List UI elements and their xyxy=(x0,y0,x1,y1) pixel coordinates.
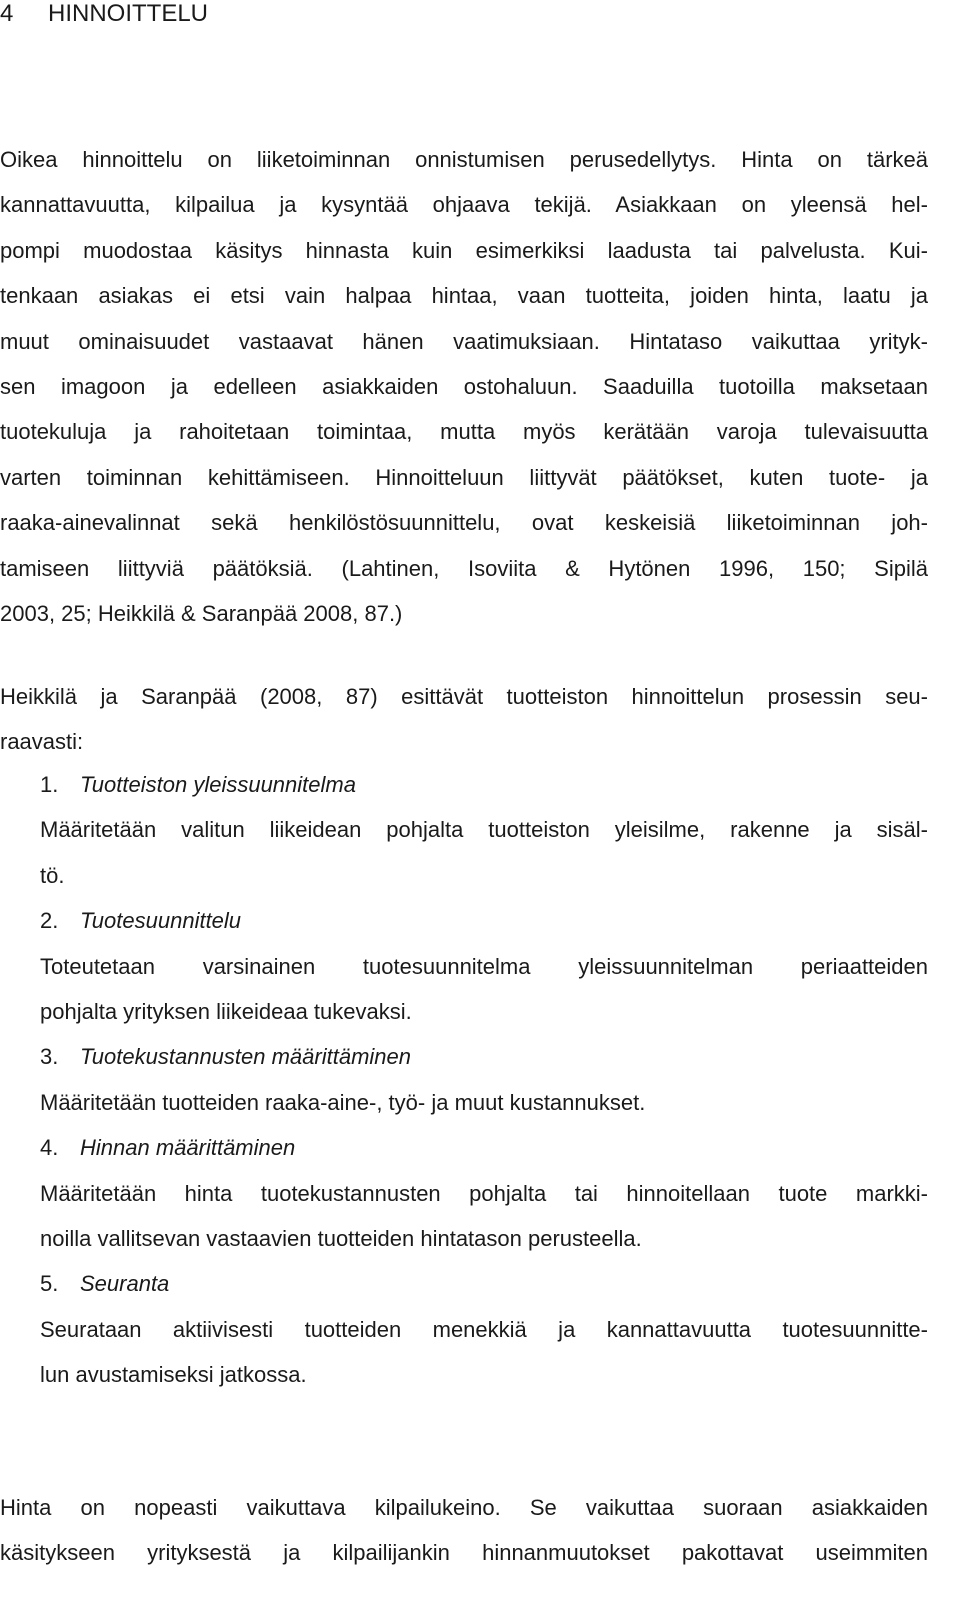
paragraph-line: käsitykseen yrityksestä ja kilpailijankin hinnanmuutokset pakottavat useimmiten xyxy=(0,1540,928,1566)
list-item-title xyxy=(40,898,928,943)
intro-paragraph xyxy=(0,137,928,636)
list-item xyxy=(40,1034,928,1125)
paragraph-line: Heikkilä ja Saranpää (2008, 87) esittävät tuotteiston hinnoittelun prosessin seu- xyxy=(0,684,928,709)
description-line: Määritetään tuotteiden raaka-aine-, työ- ja muut kustannukset. xyxy=(40,1089,646,1115)
paragraph-line: pompi muodostaa käsitys hinnasta kuin esimerkiksi laadusta tai palvelusta. Kui- xyxy=(0,237,928,263)
description-line: pohjalta yrityksen liikeideaa tukevaksi. xyxy=(40,998,412,1024)
section-heading xyxy=(0,0,208,36)
list-item-description xyxy=(40,944,928,1035)
pricing-process-list xyxy=(40,762,928,1397)
paragraph-line: tuotekuluja ja rahoitetaan toimintaa, mutta myös kerätään varoja tulevaisuutta xyxy=(0,419,928,445)
list-item-title-text: Seuranta xyxy=(80,1271,170,1297)
list-item-title xyxy=(40,1034,928,1079)
list-item-title-text: Tuotteiston yleissuunnitelma xyxy=(80,772,356,797)
list-item-title-text: Tuotekustannusten määrittäminen xyxy=(80,1044,411,1070)
paragraph-line: Hinta on nopeasti vaikuttava kilpailukeino. Se vaikuttaa suoraan asiakkaiden xyxy=(0,1495,928,1520)
list-item xyxy=(40,898,928,1034)
paragraph-line: varten toiminnan kehittämiseen. Hinnoitteluun liittyvät päätökset, kuten tuote- ja xyxy=(0,464,928,490)
list-item-number: 1. xyxy=(40,772,59,797)
list-item-description xyxy=(40,807,928,898)
description-line: Toteutetaan varsinainen tuotesuunnitelma yleissuunnitelman periaatteiden xyxy=(40,953,928,979)
description-line: Määritetään hinta tuotekustannusten pohjalta tai hinnoitellaan tuote markki- xyxy=(40,1180,928,1206)
paragraph-line: Oikea hinnoittelu on liiketoiminnan onnistumisen perusedellytys. Hinta on tärkeä xyxy=(0,147,928,172)
list-item-description xyxy=(40,1171,928,1262)
list-item-description xyxy=(40,1307,928,1398)
paragraph-line: kannattavuutta, kilpailua ja kysyntää ohjaava tekijä. Asiakkaan on yleensä hel- xyxy=(0,192,928,218)
description-line: lun avustamiseksi jatkossa. xyxy=(40,1362,307,1388)
list-item-number: 3. xyxy=(40,1044,59,1070)
list-item-description xyxy=(40,1080,928,1125)
description-line: Seurataan aktiivisesti tuotteiden menekkiä ja kannattavuutta tuotesuunnitte- xyxy=(40,1316,928,1342)
list-item-number: 4. xyxy=(40,1135,59,1161)
list-item-title xyxy=(40,1125,928,1170)
list-item xyxy=(40,1261,928,1397)
process-intro-paragraph xyxy=(0,674,928,765)
list-item-number: 5. xyxy=(40,1271,59,1297)
paragraph-line: raaka-ainevalinnat sekä henkilöstösuunnittelu, ovat keskeisiä liiketoiminnan joh- xyxy=(0,510,928,536)
list-item xyxy=(40,762,928,898)
list-item-title xyxy=(40,762,928,807)
list-item-number: 2. xyxy=(40,908,59,934)
paragraph-line: tamiseen liittyviä päätöksiä. (Lahtinen, Isoviita & Hytönen 1996, 150; Sipilä xyxy=(0,555,928,581)
paragraph-line: sen imagoon ja edelleen asiakkaiden ostohaluun. Saaduilla tuotoilla maksetaan xyxy=(0,373,928,399)
description-line: noilla vallitsevan vastaavien tuotteiden hintatason perusteella. xyxy=(40,1225,642,1251)
section-title: HINNOITTELU xyxy=(48,0,209,27)
paragraph-line: muut ominaisuudet vastaavat hänen vaatimuksiaan. Hintataso vaikuttaa yrityk- xyxy=(0,328,928,354)
paragraph-line: 2003, 25; Heikkilä & Saranpää 2008, 87.) xyxy=(0,600,403,626)
paragraph-line: raavasti: xyxy=(0,729,84,755)
section-number: 4 xyxy=(0,0,14,27)
closing-paragraph xyxy=(0,1485,928,1576)
list-item-title-text: Hinnan määrittäminen xyxy=(80,1135,296,1161)
list-item xyxy=(40,1125,928,1261)
description-line: Määritetään valitun liikeidean pohjalta tuotteiston yleisilme, rakenne ja sisäl- xyxy=(40,817,928,843)
description-line: tö. xyxy=(40,862,65,888)
list-item-title xyxy=(40,1261,928,1306)
paragraph-line: tenkaan asiakas ei etsi vain halpaa hintaa, vaan tuotteita, joiden hinta, laatu ja xyxy=(0,283,928,309)
list-item-title-text: Tuotesuunnittelu xyxy=(80,908,242,934)
